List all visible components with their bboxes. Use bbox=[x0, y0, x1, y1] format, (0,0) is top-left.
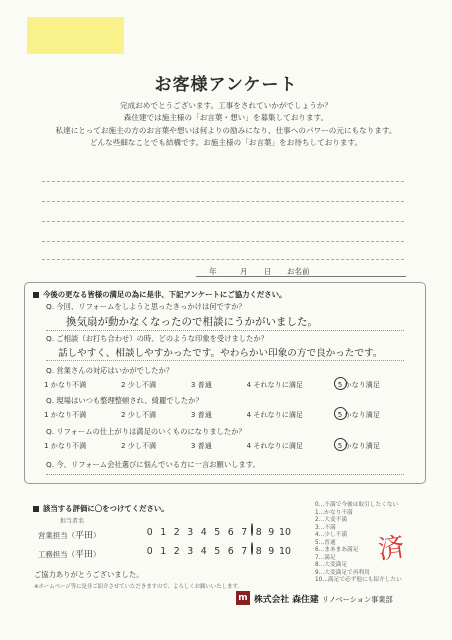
answer-trigger[interactable]: 換気扇が動かなくなったので相談にうかがいました。 bbox=[66, 316, 318, 328]
question-sales: Q. 営業さんの対応はいかがでしたか？ bbox=[46, 366, 174, 375]
intro-line: 森住建では施主様の「お言葉・想い」を募集しております。 bbox=[123, 113, 329, 123]
construction-staff-name[interactable]: 平田 bbox=[74, 550, 93, 560]
option-5[interactable] bbox=[338, 410, 380, 420]
comment-line[interactable] bbox=[42, 259, 404, 260]
selection-circle-icon bbox=[251, 523, 253, 536]
sticky-note bbox=[27, 17, 124, 54]
option-1[interactable]: 1 かなり不満 bbox=[44, 441, 87, 450]
square-bullet-icon bbox=[33, 506, 39, 512]
digit[interactable]: 4 bbox=[200, 546, 207, 557]
option-1[interactable]: 1 かなり不満 bbox=[44, 410, 87, 419]
company-logo-icon: m bbox=[236, 591, 250, 605]
option-5-label: 5 かなり満足 bbox=[337, 441, 380, 450]
digit-label: 8 bbox=[255, 527, 262, 538]
digit[interactable]: 1 bbox=[160, 527, 167, 538]
question-trigger: Q. 今回、リフォームをしようと思ったきっかけは何ですか？ bbox=[46, 302, 246, 311]
handwritten-check-mark: 済 bbox=[376, 532, 407, 566]
row-label: 営業担当（ bbox=[38, 531, 75, 540]
option-2[interactable]: 2 少し不満 bbox=[120, 410, 157, 419]
row-close: ） bbox=[92, 531, 101, 540]
answer-impression[interactable]: 話しやすく、相談しやすかったです。やわらかい印象の方で良かったです。 bbox=[58, 348, 383, 359]
question-finish: Q. リフォームの仕上がりは満足のいくものになりましたか？ bbox=[46, 427, 246, 436]
survey-heading bbox=[33, 289, 286, 300]
digit[interactable]: 7 bbox=[241, 546, 248, 557]
digit-selected[interactable] bbox=[252, 527, 264, 538]
date-name-line[interactable] bbox=[196, 276, 406, 277]
page-title: お客様アンケート bbox=[154, 75, 298, 95]
option-5-label: 5 かなり満足 bbox=[337, 410, 380, 419]
digit[interactable]: 2 bbox=[173, 527, 180, 538]
intro-text bbox=[40, 100, 412, 150]
square-bullet-icon bbox=[33, 292, 39, 298]
intro-line: 完成おめでとうございます。工事をされていかがでしょうか？ bbox=[119, 101, 332, 110]
selection-circle-icon bbox=[334, 407, 347, 420]
digit[interactable]: 9 bbox=[268, 546, 275, 557]
option-4[interactable]: 4 それなりに満足 bbox=[246, 410, 304, 419]
name-label: お名前 bbox=[287, 267, 310, 276]
selection-circle-icon bbox=[334, 438, 347, 451]
answer-line[interactable] bbox=[46, 474, 404, 475]
answer-line bbox=[46, 330, 404, 331]
question-site: Q. 現場はいつも整理整頓され、綺麗でしたか？ bbox=[46, 396, 203, 405]
intro-line: どんな些細なことでも結構です。お施主様の「お言葉」をお待ちしております。 bbox=[89, 138, 363, 148]
rating-options-site bbox=[44, 410, 380, 420]
option-3[interactable]: 3 普通 bbox=[190, 441, 212, 450]
legend-item: 3…不満 bbox=[315, 524, 336, 531]
staff-name-caption: 担当者名 bbox=[60, 518, 85, 525]
department-name: リノベーション事業部 bbox=[321, 595, 393, 604]
digit[interactable]: 7 bbox=[241, 527, 248, 538]
legend-item: 1…かなり不満 bbox=[315, 509, 353, 516]
digit[interactable]: 3 bbox=[187, 546, 194, 557]
rating-heading bbox=[33, 503, 169, 514]
row-label: 工務担当（ bbox=[38, 550, 75, 559]
digit[interactable]: 9 bbox=[268, 527, 275, 538]
sales-staff-name[interactable]: 平田 bbox=[74, 531, 93, 541]
option-4[interactable]: 4 それなりに満足 bbox=[246, 380, 304, 389]
sales-rating-scale bbox=[144, 527, 291, 538]
sales-staff-label bbox=[38, 528, 100, 541]
option-5[interactable] bbox=[338, 380, 380, 390]
rating-heading-text: 該当する評価に〇をつけてください。 bbox=[43, 504, 169, 513]
legend-item: 10…満足で必ず他にも紹介したい bbox=[315, 577, 402, 584]
digit[interactable]: 10 bbox=[279, 527, 291, 538]
digit[interactable]: 0 bbox=[146, 527, 153, 538]
option-3[interactable]: 3 普通 bbox=[190, 380, 212, 389]
construction-rating-scale bbox=[144, 546, 291, 557]
comment-line[interactable] bbox=[42, 201, 404, 202]
option-1[interactable]: 1 かなり不満 bbox=[44, 380, 87, 389]
digit[interactable]: 3 bbox=[187, 527, 194, 538]
date-year-label: 年 bbox=[209, 267, 217, 276]
digit[interactable]: 10 bbox=[279, 546, 291, 557]
legend-item: 9…大変満足で再利用 bbox=[315, 569, 370, 576]
date-month-label: 月 bbox=[240, 267, 248, 276]
legend-item: 7…満足 bbox=[315, 554, 336, 561]
option-5-label: 5 かなり満足 bbox=[337, 380, 380, 389]
rating-options-finish bbox=[44, 441, 380, 451]
digit[interactable]: 6 bbox=[227, 546, 234, 557]
option-4[interactable]: 4 それなりに満足 bbox=[246, 441, 304, 450]
option-2[interactable]: 2 少し不満 bbox=[120, 380, 157, 389]
construction-staff-label bbox=[38, 547, 100, 560]
digit[interactable]: 6 bbox=[227, 527, 234, 538]
question-impression: Q. ご相談（お打ち合わせ）の時、どのような印象を受けましたか？ bbox=[46, 334, 268, 343]
selection-circle-icon bbox=[251, 542, 253, 555]
digit[interactable]: 4 bbox=[200, 527, 207, 538]
digit-selected[interactable] bbox=[252, 546, 264, 557]
comment-line[interactable] bbox=[42, 181, 404, 182]
comment-line[interactable] bbox=[42, 241, 404, 242]
survey-heading-text: 今後の更なる皆様の満足の為に是非、下記アンケートにご協力ください。 bbox=[43, 290, 287, 299]
thanks-text: ご協力ありがとうございました。 bbox=[34, 570, 144, 579]
company-name-text: 株式会社 森住建 bbox=[254, 595, 319, 605]
question-advice: Q. 今、リフォーム会社選びに悩んでいる方に一言お願いします。 bbox=[46, 460, 260, 469]
option-2[interactable]: 2 少し不満 bbox=[120, 441, 157, 450]
digit[interactable]: 2 bbox=[173, 546, 180, 557]
legend-item: 5…普通 bbox=[315, 539, 336, 546]
legend-item: 8…大変満足 bbox=[315, 562, 348, 569]
selection-circle-icon bbox=[334, 377, 347, 390]
row-close: ） bbox=[92, 550, 101, 559]
legend-item: 6…まあまあ満足 bbox=[315, 547, 359, 554]
comment-line[interactable] bbox=[42, 221, 404, 222]
digit[interactable]: 0 bbox=[146, 546, 153, 557]
option-5[interactable] bbox=[338, 441, 380, 451]
homepage-note: ※ホームページ等に是非ご紹介させていただきますので、よろしくお願いいたします。 bbox=[34, 584, 243, 590]
digit[interactable]: 1 bbox=[160, 546, 167, 557]
legend-item: 0…不満で今後は取引したくない bbox=[315, 502, 399, 508]
rating-options-sales bbox=[44, 380, 380, 390]
digit-label: 8 bbox=[255, 546, 262, 557]
legend-item: 4…少し不満 bbox=[315, 532, 348, 539]
answer-line bbox=[46, 360, 404, 361]
digit[interactable]: 5 bbox=[214, 546, 221, 557]
legend-item: 2…大変不満 bbox=[315, 517, 348, 524]
digit[interactable]: 5 bbox=[214, 527, 221, 538]
option-3[interactable]: 3 普通 bbox=[190, 410, 212, 419]
date-day-label: 日 bbox=[264, 267, 272, 276]
company-name bbox=[254, 592, 393, 605]
intro-line: 私達にとってお施主の方のお言葉や想いは何よりの励みになり、仕事へのパワーの元にもなります。 bbox=[55, 125, 397, 135]
